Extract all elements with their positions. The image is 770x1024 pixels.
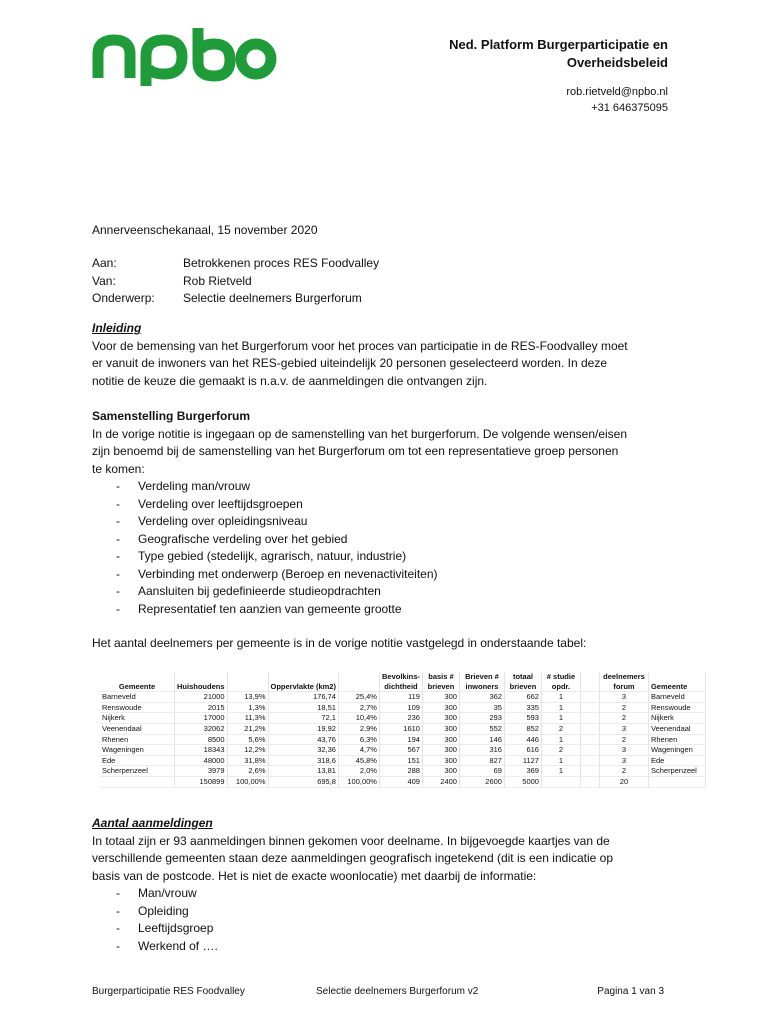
table-cell: 2: [599, 734, 648, 745]
table-cell: 10,4%: [338, 713, 379, 724]
table-cell: 1: [541, 766, 580, 777]
table-cell: 300: [422, 766, 459, 777]
table-cell: [580, 755, 599, 766]
table-cell: 827: [459, 755, 504, 766]
table-cell: 335: [504, 702, 541, 713]
table-cell: Veenendaal: [648, 723, 705, 734]
table-cell: [580, 702, 599, 713]
table-row: [100, 766, 705, 777]
table-row: [100, 755, 705, 766]
table-cell: 72,1: [268, 713, 338, 724]
contact-info: [566, 84, 668, 116]
table-cell: 300: [422, 755, 459, 766]
table-cell: 593: [504, 713, 541, 724]
table-header-cell: Oppervlakte (km2): [268, 672, 338, 692]
list-item: - Opleiding: [92, 903, 682, 921]
meta-value: Betrokkenen proces RES Foodvalley: [183, 256, 380, 270]
paragraph-line: basis van de postcode. Het is niet de exacte woonlocatie) met daarbij de informatie:: [92, 868, 537, 883]
table-cell: 300: [422, 745, 459, 756]
table-cell: [648, 776, 705, 787]
table-cell: 2: [599, 702, 648, 713]
section-heading: Inleiding: [92, 321, 142, 335]
table-cell: Ede: [100, 755, 175, 766]
table-cell: 616: [504, 745, 541, 756]
table-cell: Rhenen: [100, 734, 175, 745]
table-cell: 2: [599, 713, 648, 724]
table-cell: Renswoude: [648, 702, 705, 713]
table-header-cell: Huishoudens: [175, 672, 228, 692]
table-cell: 176,74: [268, 692, 338, 703]
table-header-cell: Bevolkins-dichtheid: [379, 672, 422, 692]
info-list: [92, 885, 682, 955]
table-cell: 2: [599, 766, 648, 777]
table-header-cell: Gemeente: [648, 672, 705, 692]
table-cell: 300: [422, 713, 459, 724]
table-header-cell: totaal brieven: [504, 672, 541, 692]
footer-center: Selectie deelnemers Burgerforum v2: [316, 986, 479, 997]
table-cell: 1,3%: [227, 702, 268, 713]
table-cell: Rhenen: [648, 734, 705, 745]
table-cell: [100, 776, 175, 787]
table-cell: 109: [379, 702, 422, 713]
table-cell: 18,51: [268, 702, 338, 713]
table-total-row: [100, 776, 705, 787]
table-cell: 35: [459, 702, 504, 713]
table-cell: 17000: [175, 713, 228, 724]
table-cell: 3: [599, 692, 648, 703]
table-cell: [580, 745, 599, 756]
section-aanmeldingen: [92, 815, 682, 955]
table-cell: 293: [459, 713, 504, 724]
table-cell: 288: [379, 766, 422, 777]
table-cell: 300: [422, 702, 459, 713]
letter-meta: [92, 255, 379, 308]
table-cell: [580, 734, 599, 745]
table-cell: 5000: [504, 776, 541, 787]
paragraph-line: te komen:: [92, 461, 145, 476]
table-cell: 2015: [175, 702, 228, 713]
section-heading: Aantal aanmeldingen: [92, 816, 213, 830]
list-item: - Verdeling man/vrouw: [92, 478, 682, 496]
table-header-cell: Brieven # inwoners: [459, 672, 504, 692]
table-cell: 194: [379, 734, 422, 745]
meta-value: Rob Rietveld: [183, 273, 252, 288]
table-cell: 146: [459, 734, 504, 745]
table-cell: Wageningen: [648, 745, 705, 756]
table-cell: 2400: [422, 776, 459, 787]
table-cell: 20: [599, 776, 648, 787]
meta-row-aan: [92, 255, 379, 273]
paragraph-line: verschillende gemeenten staan deze aanmeldingen geografisch ingetekend (dit is een indicatie op: [92, 851, 614, 865]
table-cell: 151: [379, 755, 422, 766]
letter-date: Annerveenschekanaal, 15 november 2020: [92, 223, 318, 237]
table-cell: Nijkerk: [100, 713, 175, 724]
table-cell: 2,0%: [338, 766, 379, 777]
table-cell: 1610: [379, 723, 422, 734]
table-cell: 1: [541, 734, 580, 745]
table-cell: 21000: [175, 692, 228, 703]
table-cell: 852: [504, 723, 541, 734]
table-cell: [580, 776, 599, 787]
table-cell: 2,9%: [338, 723, 379, 734]
table-cell: Veenendaal: [100, 723, 175, 734]
table-cell: 43,76: [268, 734, 338, 745]
table-cell: Wageningen: [100, 745, 175, 756]
meta-key: Onderwerp:: [92, 291, 155, 305]
meta-key: Aan:: [92, 256, 117, 270]
table-cell: 5,6%: [227, 734, 268, 745]
table-cell: 369: [504, 766, 541, 777]
participants-table-wrapper: [100, 672, 706, 788]
table-cell: 1127: [504, 755, 541, 766]
paragraph-line: In totaal zijn er 93 aanmeldingen binnen gekomen voor deelname. In bijgevoegde kaartjes van de: [92, 833, 610, 848]
table-cell: 19,92: [268, 723, 338, 734]
paragraph-line: Voor de bemensing van het Burgerforum voor het proces van participatie in de RES-Foodvalley moet: [92, 338, 628, 353]
list-item: - Verdeling over opleidingsniveau: [92, 513, 682, 531]
table-cell: 119: [379, 692, 422, 703]
section-samenstelling: [92, 408, 682, 653]
table-cell: Scherpenzeel: [648, 766, 705, 777]
table-cell: 695,8: [268, 776, 338, 787]
list-item: - Man/vrouw: [92, 885, 682, 903]
table-cell: 2: [541, 723, 580, 734]
table-cell: 12,2%: [227, 745, 268, 756]
table-cell: Nijkerk: [648, 713, 705, 724]
table-row: [100, 702, 705, 713]
table-cell: 3979: [175, 766, 228, 777]
table-cell: Renswoude: [100, 702, 175, 713]
table-cell: 409: [379, 776, 422, 787]
table-header-row: [100, 672, 705, 692]
list-item: - Type gebied (stedelijk, agrarisch, natuur, industrie): [92, 548, 682, 566]
table-cell: 31,8%: [227, 755, 268, 766]
section-heading: Samenstelling Burgerforum: [92, 409, 251, 423]
table-cell: 300: [422, 734, 459, 745]
table-cell: [580, 766, 599, 777]
footer-left: Burgerparticipatie RES Foodvalley: [92, 986, 245, 997]
table-cell: 3: [599, 755, 648, 766]
table-cell: 69: [459, 766, 504, 777]
table-cell: 2600: [459, 776, 504, 787]
organization-name-line1: Ned. Platform Burgerparticipatie en: [449, 37, 668, 52]
table-cell: [580, 692, 599, 703]
table-row: [100, 713, 705, 724]
organization-name-line2: Overheidsbeleid: [566, 55, 668, 70]
table-header-cell: deelnemers forum: [599, 672, 648, 692]
table-cell: 25,4%: [338, 692, 379, 703]
table-cell: [580, 723, 599, 734]
table-cell: Barneveld: [648, 692, 705, 703]
meta-value: Selectie deelnemers Burgerforum: [183, 291, 362, 305]
list-item: - Representatief ten aanzien van gemeente grootte: [92, 601, 682, 619]
paragraph-line: In de vorige notitie is ingegaan op de samenstelling van het burgerforum. De volgende wensen/eisen: [92, 426, 628, 441]
table-cell: 567: [379, 745, 422, 756]
table-cell: 150899: [175, 776, 228, 787]
table-cell: 446: [504, 734, 541, 745]
table-cell: 45,8%: [338, 755, 379, 766]
table-cell: 362: [459, 692, 504, 703]
table-cell: 32,36: [268, 745, 338, 756]
list-item: - Verbinding met onderwerp (Beroep en nevenactiviteiten): [92, 566, 682, 584]
table-cell: 236: [379, 713, 422, 724]
organization-name: [449, 36, 668, 72]
table-cell: 1: [541, 692, 580, 703]
table-cell: [541, 776, 580, 787]
table-cell: 11,3%: [227, 713, 268, 724]
table-cell: 300: [422, 692, 459, 703]
table-cell: 6,3%: [338, 734, 379, 745]
table-row: [100, 734, 705, 745]
table-cell: Scherpenzeel: [100, 766, 175, 777]
contact-phone[interactable]: +31 646375095: [591, 102, 668, 114]
paragraph-line: er vanuit de inwoners van het RES-gebied uiteindelijk 20 personen geselecteerd worden. In deze: [92, 356, 607, 370]
table-intro: Het aantal deelnemers per gemeente is in de vorige notitie vastgelegd in onderstaande tabel:: [92, 636, 587, 650]
table-cell: 4,7%: [338, 745, 379, 756]
table-cell: Barneveld: [100, 692, 175, 703]
table-cell: 13,9%: [227, 692, 268, 703]
meta-row-van: [92, 273, 379, 291]
paragraph-line: notitie de keuze die gemaakt is n.a.v. de aanmeldingen die ontvangen zijn.: [92, 373, 488, 388]
table-cell: 316: [459, 745, 504, 756]
requirements-list: [92, 478, 682, 618]
table-header-cell: # studie opdr.: [541, 672, 580, 692]
list-item: - Geografische verdeling over het gebied: [92, 531, 682, 549]
table-cell: 100,00%: [338, 776, 379, 787]
table-cell: 18343: [175, 745, 228, 756]
table-cell: 2,6%: [227, 766, 268, 777]
npbo-logo: [90, 26, 280, 86]
table-cell: 1: [541, 702, 580, 713]
table-cell: 3: [599, 745, 648, 756]
contact-email[interactable]: rob.rietveld@npbo.nl: [566, 86, 668, 98]
table-cell: 8500: [175, 734, 228, 745]
table-cell: 662: [504, 692, 541, 703]
meta-row-onderwerp: [92, 290, 379, 308]
list-item: - Werkend of ….: [92, 938, 682, 956]
table-cell: 552: [459, 723, 504, 734]
participants-table: [100, 672, 706, 788]
table-header-cell: basis # brieven: [422, 672, 459, 692]
table-cell: [580, 713, 599, 724]
table-cell: 1: [541, 755, 580, 766]
section-inleiding: [92, 320, 682, 390]
table-header-cell: [227, 672, 268, 692]
table-cell: 1: [541, 713, 580, 724]
table-row: [100, 692, 705, 703]
list-item: - Verdeling over leeftijdsgroepen: [92, 496, 682, 514]
table-cell: Ede: [648, 755, 705, 766]
footer-page-number: Pagina 1 van 3: [597, 986, 664, 997]
table-row: [100, 745, 705, 756]
table-cell: 100,00%: [227, 776, 268, 787]
table-header-cell: Gemeente: [100, 672, 175, 692]
npbo-logo-graphic: [90, 26, 280, 86]
list-item: - Leeftijdsgroep: [92, 920, 682, 938]
table-cell: 2: [541, 745, 580, 756]
table-row: [100, 723, 705, 734]
meta-key: Van:: [92, 273, 116, 288]
table-cell: 48000: [175, 755, 228, 766]
table-cell: 21,2%: [227, 723, 268, 734]
table-cell: 2,7%: [338, 702, 379, 713]
table-cell: 318,6: [268, 755, 338, 766]
table-cell: 32062: [175, 723, 228, 734]
table-cell: 13,81: [268, 766, 338, 777]
table-cell: 300: [422, 723, 459, 734]
table-cell: 3: [599, 723, 648, 734]
table-header-cell: [338, 672, 379, 692]
list-item: - Aansluiten bij gedefinieerde studieopdrachten: [92, 583, 682, 601]
table-header-cell: [580, 672, 599, 692]
paragraph-line: zijn benoemd bij de samenstelling van het Burgerforum om tot een representatieve groep personen: [92, 444, 619, 458]
